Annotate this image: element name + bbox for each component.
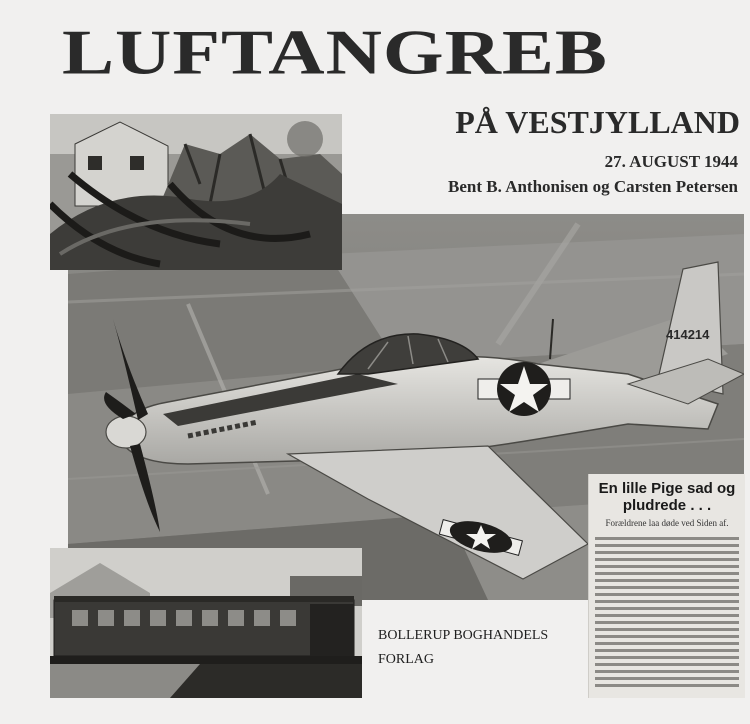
tail-number: 414214 — [666, 327, 710, 342]
publisher-block — [378, 624, 578, 672]
publisher-name: BOLLERUP BOGHANDELS — [378, 628, 549, 643]
cover-authors: Bent B. Anthonisen og Carsten Petersen — [448, 177, 738, 196]
clipping-headline: En lille Pige sad og pludrede . . . — [598, 480, 736, 514]
train-photo — [50, 548, 362, 698]
clipping-subline: Forældrene laa døde ved Siden af. — [605, 518, 729, 528]
newspaper-clipping — [588, 474, 745, 698]
publisher-imprint: FORLAG — [378, 652, 435, 667]
ruins-photo — [50, 114, 342, 270]
cover-date: 27. AUGUST 1944 — [604, 152, 738, 171]
clipping-body-text — [589, 531, 745, 693]
cover-title: LUFTANGREB — [62, 15, 608, 88]
cover-subtitle: PÅ VESTJYLLAND — [455, 104, 740, 140]
